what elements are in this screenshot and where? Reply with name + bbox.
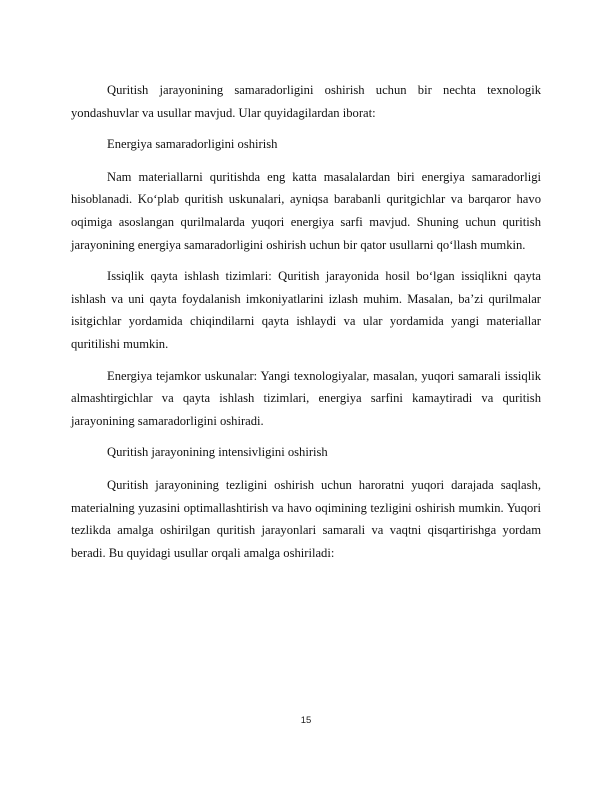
document-page xyxy=(71,79,541,573)
intro-paragraph: Quritish jarayonining samaradorligini oshirish uchun bir nechta texnologik yondashuvlar va usullar mavjud. Ular quyidagilardan iborat: xyxy=(71,83,541,120)
intensity-paragraph: Quritish jarayonining tezligini oshirish uchun haroratni yuqori darajada saqlash, materialning yuzasini optimallashtirish va havo oqimining tezligini oshirish mumkin. Yuqori tezlikda amalga oshirilgan quritish jarayonlari samarali va vaqtni qisqartirishga yordam beradi. Bu quyidagi usullar orqali amalga oshiriladi: xyxy=(71,477,541,560)
heat-recovery-paragraph: Issiqlik qayta ishlash tizimlari: Quritish jarayonida hosil bo‘lgan issiqlikni qayta ishlash va uni qayta foydalanish imkoniyatlarini izlash muhim. Masalan, ba’zi qurilmalar isitgichlar yordamida chiqindilarni qayta ishlaydi va ular yordamida yangi materiallar quritilishi mumkin. xyxy=(71,269,541,351)
section-heading-energy-efficiency: Energiya samaradorligini oshirish xyxy=(107,137,278,152)
page-number: 15 xyxy=(300,715,312,726)
section-heading-intensity: Quritish jarayonining intensivligini oshirish xyxy=(107,445,328,460)
energy-efficiency-paragraph: Nam materiallarni quritishda eng katta masalalardan biri energiya samaradorligi hisoblanadi. Ko‘plab quritish uskunalari, ayniqsa barabanli quritgichlar va barqaror havo oqimiga asoslangan qurilmalarda yuqori energiya sarfi mavjud. Shuning uchun quritish jarayonining energiya samaradorligini oshirish uchun bir qator usullarni qo‘llash mumkin. xyxy=(71,169,541,252)
energy-saving-equipment-paragraph: Energiya tejamkor uskunalar: Yangi texnologiyalar, masalan, yuqori samarali issiqlik almashtirgichlar va qayta ishlash tizimlari, energiya sarfini kamaytiradi va quritish jarayonining samaradorligini oshiradi. xyxy=(71,368,541,428)
